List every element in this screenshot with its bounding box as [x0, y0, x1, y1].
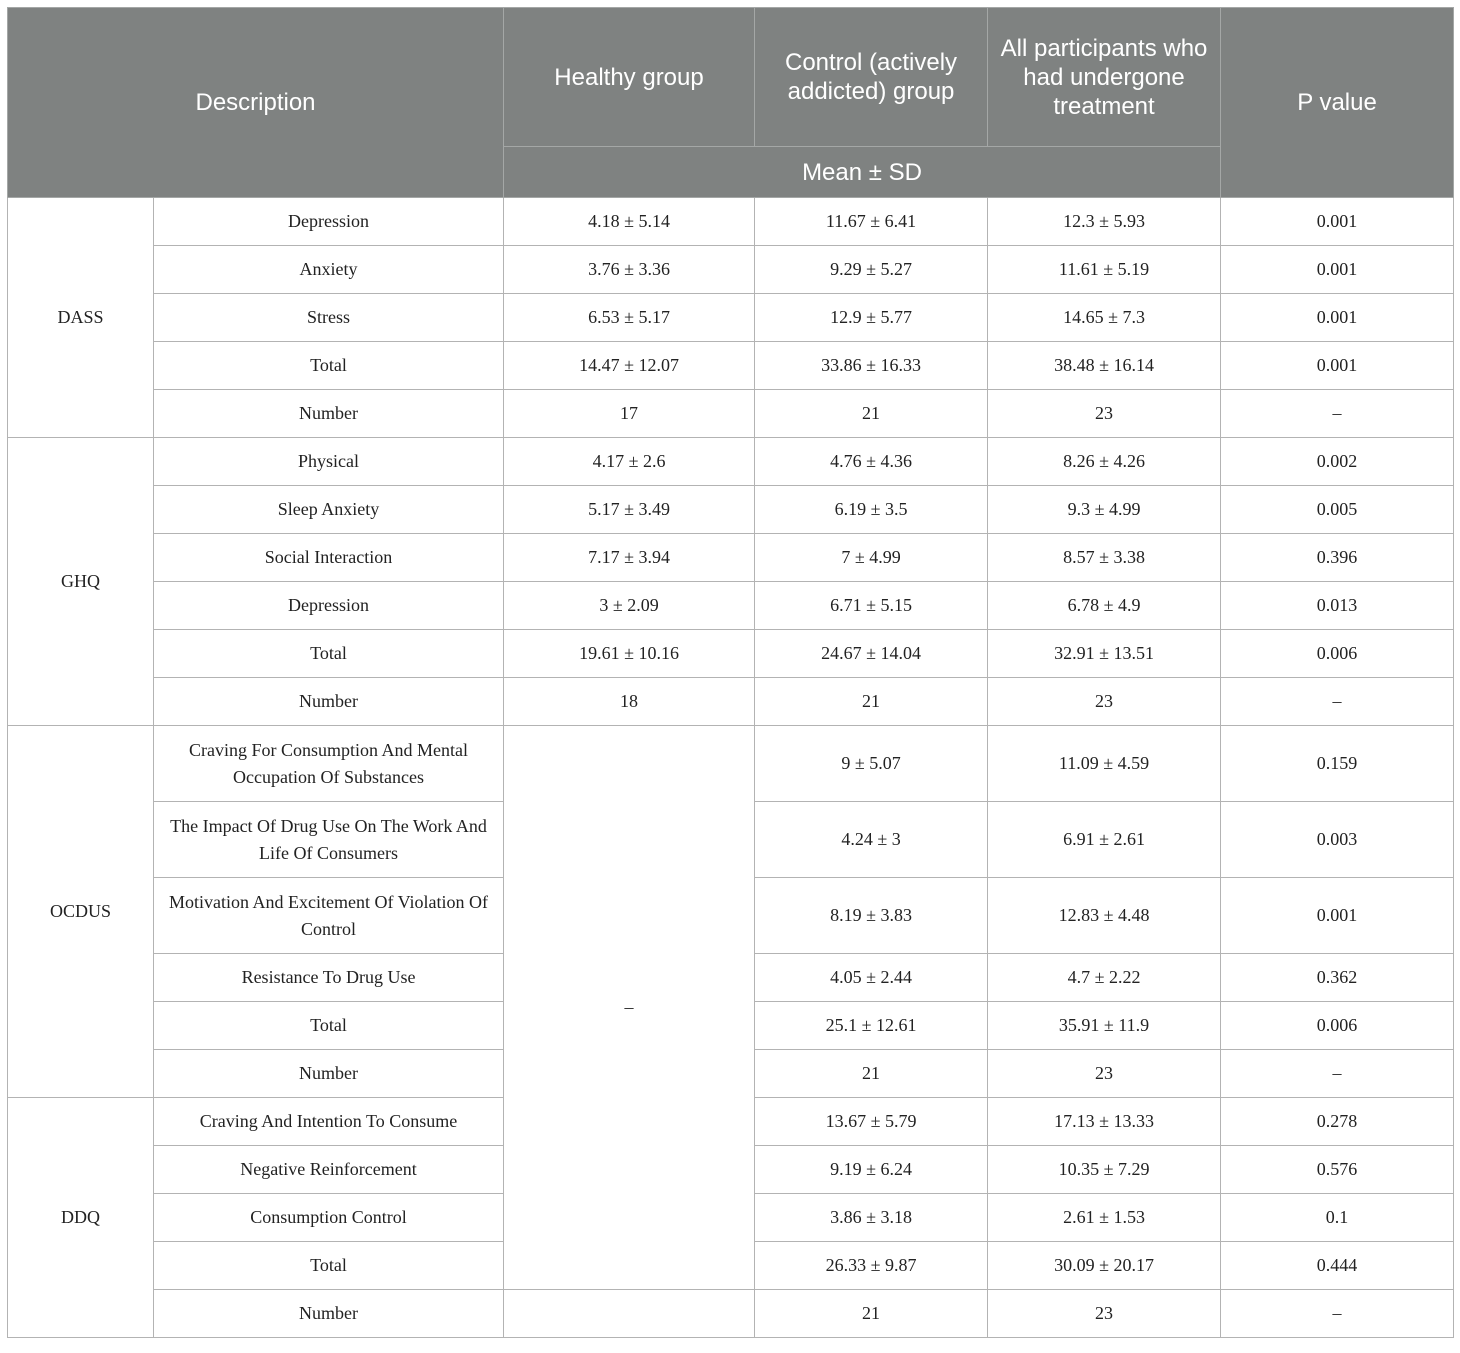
group-dass: DASS [8, 198, 154, 438]
treated-value: 23 [988, 1290, 1221, 1338]
p-value: 0.005 [1221, 486, 1454, 534]
healthy-value: 7.17 ± 3.94 [504, 534, 755, 582]
row-label: Consumption Control [154, 1194, 504, 1242]
table-row [8, 294, 1454, 342]
row-label: Negative Reinforcement [154, 1146, 504, 1194]
p-value: 0.013 [1221, 582, 1454, 630]
treated-value: 6.78 ± 4.9 [988, 582, 1221, 630]
control-value: 8.19 ± 3.83 [755, 878, 988, 954]
control-value: 13.67 ± 5.79 [755, 1098, 988, 1146]
control-value: 21 [755, 390, 988, 438]
control-value: 6.71 ± 5.15 [755, 582, 988, 630]
header-control-group: Control (actively addicted) group [755, 8, 988, 147]
treated-value: 12.3 ± 5.93 [988, 198, 1221, 246]
p-value: 0.362 [1221, 954, 1454, 1002]
treated-value: 23 [988, 390, 1221, 438]
control-value: 25.1 ± 12.61 [755, 1002, 988, 1050]
row-label: Depression [154, 582, 504, 630]
p-value: 0.576 [1221, 1146, 1454, 1194]
row-label: Depression [154, 198, 504, 246]
row-label: Number [154, 678, 504, 726]
treated-value: 23 [988, 1050, 1221, 1098]
healthy-value: 3 ± 2.09 [504, 582, 755, 630]
treated-value: 17.13 ± 13.33 [988, 1098, 1221, 1146]
treated-value: 10.35 ± 7.29 [988, 1146, 1221, 1194]
treated-value: 12.83 ± 4.48 [988, 878, 1221, 954]
table-row [8, 534, 1454, 582]
healthy-value: 6.53 ± 5.17 [504, 294, 755, 342]
p-value: 0.396 [1221, 534, 1454, 582]
control-value: 4.05 ± 2.44 [755, 954, 988, 1002]
p-value: 0.006 [1221, 1002, 1454, 1050]
p-value: – [1221, 390, 1454, 438]
header-treated-group: All participants who had undergone treatment [988, 8, 1221, 147]
healthy-not-applicable: – [504, 726, 755, 1290]
row-label: Anxiety [154, 246, 504, 294]
group-ghq: GHQ [8, 438, 154, 726]
control-value: 9.19 ± 6.24 [755, 1146, 988, 1194]
p-value: 0.1 [1221, 1194, 1454, 1242]
treated-value: 2.61 ± 1.53 [988, 1194, 1221, 1242]
row-label: Number [154, 390, 504, 438]
row-label: Total [154, 1002, 504, 1050]
p-value: 0.001 [1221, 878, 1454, 954]
p-value: 0.278 [1221, 1098, 1454, 1146]
table-row [8, 678, 1454, 726]
group-ocdus: OCDUS [8, 726, 154, 1098]
row-label: Total [154, 342, 504, 390]
control-value: 33.86 ± 16.33 [755, 342, 988, 390]
header-description: Description [8, 8, 504, 198]
treated-value: 14.65 ± 7.3 [988, 294, 1221, 342]
header-row [8, 8, 1454, 147]
p-value: 0.444 [1221, 1242, 1454, 1290]
p-value: 0.001 [1221, 246, 1454, 294]
control-value: 7 ± 4.99 [755, 534, 988, 582]
treated-value: 4.7 ± 2.22 [988, 954, 1221, 1002]
healthy-value: 19.61 ± 10.16 [504, 630, 755, 678]
control-value: 24.67 ± 14.04 [755, 630, 988, 678]
table-row [8, 438, 1454, 486]
p-value: – [1221, 678, 1454, 726]
treated-value: 6.91 ± 2.61 [988, 802, 1221, 878]
treated-value: 11.61 ± 5.19 [988, 246, 1221, 294]
control-value: 21 [755, 1290, 988, 1338]
header-mean-sd: Mean ± SD [504, 147, 1221, 198]
row-label: Number [154, 1290, 504, 1338]
healthy-value: 5.17 ± 3.49 [504, 486, 755, 534]
control-value: 11.67 ± 6.41 [755, 198, 988, 246]
healthy-value: 3.76 ± 3.36 [504, 246, 755, 294]
healthy-value: 4.17 ± 2.6 [504, 438, 755, 486]
control-value: 26.33 ± 9.87 [755, 1242, 988, 1290]
row-label: Stress [154, 294, 504, 342]
control-value: 3.86 ± 3.18 [755, 1194, 988, 1242]
p-value: – [1221, 1290, 1454, 1338]
healthy-empty-cell [504, 1290, 755, 1338]
treated-value: 38.48 ± 16.14 [988, 342, 1221, 390]
table-row [8, 198, 1454, 246]
control-value: 9.29 ± 5.27 [755, 246, 988, 294]
table-row [8, 582, 1454, 630]
healthy-value: 14.47 ± 12.07 [504, 342, 755, 390]
p-value: 0.003 [1221, 802, 1454, 878]
row-label: Social Interaction [154, 534, 504, 582]
row-label: Physical [154, 438, 504, 486]
row-label: Craving And Intention To Consume [154, 1098, 504, 1146]
treated-value: 8.57 ± 3.38 [988, 534, 1221, 582]
table-row [8, 630, 1454, 678]
results-table [7, 7, 1454, 1338]
healthy-value: 17 [504, 390, 755, 438]
p-value: 0.002 [1221, 438, 1454, 486]
healthy-value: 18 [504, 678, 755, 726]
table-row [8, 342, 1454, 390]
treated-value: 9.3 ± 4.99 [988, 486, 1221, 534]
healthy-value: 4.18 ± 5.14 [504, 198, 755, 246]
table-row [8, 726, 1454, 802]
row-label: Resistance To Drug Use [154, 954, 504, 1002]
header-p-value: P value [1221, 8, 1454, 198]
treated-value: 35.91 ± 11.9 [988, 1002, 1221, 1050]
control-value: 9 ± 5.07 [755, 726, 988, 802]
row-label: Craving For Consumption And Mental Occupation Of Substances [154, 726, 504, 802]
treated-value: 23 [988, 678, 1221, 726]
table-row [8, 486, 1454, 534]
control-value: 6.19 ± 3.5 [755, 486, 988, 534]
row-label: Total [154, 630, 504, 678]
p-value: 0.006 [1221, 630, 1454, 678]
control-value: 4.76 ± 4.36 [755, 438, 988, 486]
row-label: The Impact Of Drug Use On The Work And Life Of Consumers [154, 802, 504, 878]
p-value: 0.001 [1221, 294, 1454, 342]
table-row [8, 246, 1454, 294]
table-row [8, 390, 1454, 438]
row-label: Total [154, 1242, 504, 1290]
p-value: 0.001 [1221, 198, 1454, 246]
group-ddq: DDQ [8, 1098, 154, 1338]
p-value: 0.159 [1221, 726, 1454, 802]
row-label: Sleep Anxiety [154, 486, 504, 534]
row-label: Motivation And Excitement Of Violation Of Control [154, 878, 504, 954]
treated-value: 30.09 ± 20.17 [988, 1242, 1221, 1290]
control-value: 21 [755, 678, 988, 726]
treated-value: 8.26 ± 4.26 [988, 438, 1221, 486]
row-label: Number [154, 1050, 504, 1098]
control-value: 4.24 ± 3 [755, 802, 988, 878]
p-value: – [1221, 1050, 1454, 1098]
control-value: 21 [755, 1050, 988, 1098]
p-value: 0.001 [1221, 342, 1454, 390]
header-healthy-group: Healthy group [504, 8, 755, 147]
treated-value: 32.91 ± 13.51 [988, 630, 1221, 678]
treated-value: 11.09 ± 4.59 [988, 726, 1221, 802]
control-value: 12.9 ± 5.77 [755, 294, 988, 342]
table-row [8, 1290, 1454, 1338]
